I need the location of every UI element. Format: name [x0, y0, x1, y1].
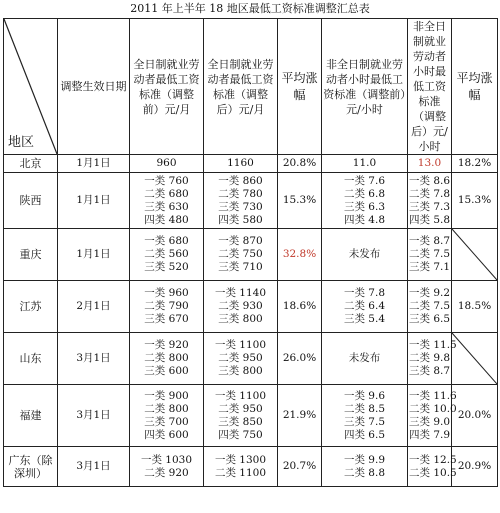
region-cell-line: 福建 — [19, 409, 42, 422]
monthly-before-cell-line: 一类 900 — [144, 389, 189, 402]
avg-increase-2-cell — [452, 155, 498, 173]
hourly-before-cell-line: 11.0 — [352, 157, 377, 169]
monthly-before-cell-line: 二类 800 — [144, 352, 189, 364]
monthly-before-cell-line: 二类 800 — [144, 402, 189, 415]
region-cell — [4, 281, 58, 333]
hourly-after-cell — [408, 155, 452, 173]
region-cell — [4, 173, 58, 229]
hourly-after-cell-line: 二类 7.5 — [409, 300, 451, 312]
hourly-after-cell-line: 二类 9.8 — [409, 352, 451, 364]
avg-increase-cell — [278, 447, 322, 487]
hourly-before-cell-line: 三类 7.5 — [343, 415, 386, 428]
hourly-after-cell — [408, 229, 452, 281]
monthly-before-cell — [130, 155, 204, 173]
region-header-label: 地区 — [8, 135, 35, 150]
effective-date-header: 调整生效日期 — [58, 19, 130, 155]
avg-increase-2-cell-empty — [452, 229, 498, 281]
region-cell — [4, 447, 58, 487]
date-cell — [58, 229, 130, 281]
hourly-after-cell-line: 二类 7.8 — [409, 187, 451, 200]
date-cell — [58, 281, 130, 333]
monthly-after-cell — [204, 281, 278, 333]
avg-increase-2-cell-line: 20.0% — [457, 409, 492, 421]
monthly-before-cell-line: 三类 670 — [144, 313, 189, 325]
monthly-before-cell-line: 960 — [156, 157, 177, 169]
monthly-before-cell-line: 二类 680 — [144, 187, 189, 200]
date-cell-line: 1月1日 — [76, 248, 111, 260]
region-cell-line: 北京 — [19, 157, 42, 170]
date-cell-line: 1月1日 — [76, 157, 111, 169]
monthly-before-cell-line: 一类 920 — [144, 339, 189, 351]
monthly-after-cell — [204, 447, 278, 487]
avg-increase-cell — [278, 385, 322, 447]
monthly-before-cell-line: 一类 760 — [144, 174, 189, 187]
monthly-after-cell-line: 二类 1100 — [214, 466, 267, 479]
date-cell — [58, 155, 130, 173]
avg-increase-cell-line: 18.6% — [282, 300, 317, 312]
monthly-before-cell-line: 四类 600 — [144, 428, 189, 441]
avg-increase-2-cell — [452, 385, 498, 447]
monthly-after-cell — [204, 173, 278, 229]
hourly-before-cell — [322, 333, 408, 385]
monthly-after-cell-line: 一类 1100 — [214, 389, 267, 402]
date-cell-line: 1月1日 — [76, 194, 111, 206]
avg-increase-2-cell-line: 15.3% — [457, 194, 492, 206]
monthly-after-cell-line: 一类 860 — [218, 174, 263, 187]
hourly-after-cell-line: 三类 8.7 — [409, 365, 451, 377]
monthly-before-cell-line: 三类 630 — [144, 200, 189, 213]
avg-increase-cell — [278, 281, 322, 333]
monthly-after-cell-line: 四类 580 — [218, 213, 263, 226]
hourly-after-cell — [408, 447, 457, 487]
region-cell-line: 山东 — [19, 352, 42, 365]
monthly-after-cell-line: 一类 1300 — [214, 453, 267, 466]
table-row — [4, 155, 498, 173]
hourly-before-cell-line: 一类 7.8 — [343, 287, 386, 299]
avg-increase-cell-line: 20.7% — [282, 460, 317, 472]
hourly-before-cell-line: 一类 9.9 — [343, 453, 386, 466]
region-cell-line: 重庆 — [19, 248, 42, 261]
hourly-before-cell-line: 三类 5.4 — [343, 313, 386, 325]
date-cell — [58, 173, 130, 229]
monthly-before-cell — [130, 447, 204, 487]
monthly-after-cell-line: 二类 780 — [218, 187, 263, 200]
monthly-before-cell — [130, 281, 204, 333]
hourly-before-cell-line: 四类 6.5 — [343, 428, 386, 441]
wage-table — [3, 18, 498, 487]
monthly-before-cell — [130, 173, 204, 229]
avg-increase-2-cell — [452, 447, 498, 487]
monthly-after-cell-line: 二类 930 — [218, 300, 263, 312]
avg-increase-cell-line: 26.0% — [282, 352, 317, 364]
hourly-after-cell-line: 二类 10.0 — [409, 402, 457, 415]
hourly-after-cell-line: 三类 7.1 — [409, 261, 451, 273]
monthly-before-cell-line: 三类 600 — [144, 365, 189, 377]
hourly-after-cell-line: 一类 9.2 — [409, 287, 451, 299]
hourly-before-cell — [322, 385, 408, 447]
hourly-before-cell — [322, 281, 408, 333]
monthly-before-header: 全日制就业劳动者最低工资标准（调整前）元/月 — [130, 19, 204, 155]
avg-increase-2-cell-line: 18.2% — [457, 157, 492, 169]
hourly-before-cell — [322, 447, 408, 487]
monthly-after-cell-line: 二类 750 — [218, 248, 263, 260]
avg-increase-cell-line: 20.8% — [282, 157, 317, 169]
hourly-before-cell — [322, 155, 408, 173]
monthly-after-cell-line: 三类 850 — [218, 415, 263, 428]
monthly-before-cell-line: 一类 1030 — [140, 453, 193, 466]
monthly-after-cell-line: 一类 1100 — [214, 339, 267, 351]
hourly-before-cell-line: 未发布 — [348, 352, 381, 364]
monthly-after-cell-line: 1160 — [227, 157, 254, 169]
monthly-after-cell-line: 一类 870 — [218, 235, 263, 247]
table-row — [4, 385, 498, 447]
hourly-after-cell-line: 一类 11.6 — [409, 389, 457, 402]
monthly-after-cell-line: 二类 950 — [218, 352, 263, 364]
hourly-before-header: 非全日制就业劳动者小时最低工资标准（调整前）元/小时 — [322, 19, 408, 155]
monthly-after-cell — [204, 229, 278, 281]
avg-increase-2-cell-empty — [452, 333, 498, 385]
avg-increase-cell-line: 21.9% — [282, 409, 317, 421]
region-cell — [4, 155, 58, 173]
avg-increase-2-cell-line: 18.5% — [457, 300, 492, 312]
monthly-after-cell-line: 二类 950 — [218, 402, 263, 415]
monthly-after-cell — [204, 385, 278, 447]
region-header — [4, 19, 58, 155]
table-row — [4, 229, 498, 281]
avg-increase-cell-line: 32.8% — [282, 248, 317, 260]
table-row — [4, 173, 498, 229]
date-cell — [58, 385, 130, 447]
date-cell-line: 3月1日 — [76, 352, 111, 364]
avg-increase-cell — [278, 333, 322, 385]
region-cell-line: 陕西 — [19, 194, 42, 207]
avg-increase-2-cell — [452, 281, 498, 333]
region-cell-line: 江苏 — [19, 300, 42, 313]
hourly-before-cell-line: 一类 7.6 — [343, 174, 386, 187]
date-cell — [58, 333, 130, 385]
avg-increase-header: 平均涨幅 — [278, 19, 322, 155]
hourly-after-cell — [408, 173, 452, 229]
monthly-before-cell — [130, 385, 204, 447]
monthly-after-header: 全日制就业劳动者最低工资标准（调整后）元/月 — [204, 19, 278, 155]
monthly-before-cell-line: 三类 520 — [144, 261, 189, 273]
monthly-after-cell — [204, 333, 278, 385]
hourly-before-cell-line: 二类 8.5 — [343, 402, 386, 415]
avg-increase-cell-line: 15.3% — [282, 194, 317, 206]
monthly-before-cell-line: 四类 480 — [144, 213, 189, 226]
date-cell-line: 3月1日 — [76, 460, 111, 472]
monthly-before-cell-line: 一类 960 — [144, 287, 189, 299]
monthly-before-cell-line: 二类 920 — [144, 466, 189, 479]
hourly-before-cell-line: 一类 9.6 — [343, 389, 386, 402]
hourly-after-cell-line: 三类 7.3 — [409, 200, 451, 213]
hourly-after-cell-line: 三类 6.5 — [409, 313, 451, 325]
avg-increase-2-cell — [452, 173, 498, 229]
date-cell-line: 3月1日 — [76, 409, 111, 421]
monthly-after-cell-line: 四类 750 — [218, 428, 263, 441]
hourly-before-cell-line: 二类 6.8 — [343, 187, 386, 200]
hourly-after-cell-line: 四类 5.8 — [409, 213, 451, 226]
monthly-after-cell-line: 三类 710 — [218, 261, 263, 273]
hourly-after-cell-line: 13.0 — [417, 157, 442, 169]
monthly-before-cell — [130, 229, 204, 281]
monthly-after-cell-line: 三类 800 — [218, 313, 263, 325]
region-cell-line: 广东（除深圳） — [8, 453, 53, 480]
hourly-before-cell-line: 二类 6.4 — [343, 300, 386, 312]
hourly-before-cell — [322, 173, 408, 229]
avg-increase-cell — [278, 229, 322, 281]
monthly-before-cell — [130, 333, 204, 385]
hourly-before-cell-line: 二类 8.8 — [343, 466, 386, 479]
monthly-after-cell — [204, 155, 278, 173]
hourly-after-cell — [408, 281, 452, 333]
hourly-after-cell-line: 二类 7.5 — [409, 248, 451, 260]
header-row — [4, 19, 498, 155]
monthly-before-cell-line: 一类 680 — [144, 235, 189, 247]
avg-increase-cell — [278, 155, 322, 173]
table-title: 2011 年上半年 18 地区最低工资标准调整汇总表 — [130, 2, 370, 15]
hourly-after-cell — [408, 333, 457, 385]
date-cell — [58, 447, 130, 487]
region-cell — [4, 229, 58, 281]
region-cell — [4, 385, 58, 447]
monthly-before-cell-line: 二类 790 — [144, 300, 189, 312]
table-row — [4, 447, 498, 487]
hourly-after-cell-line: 一类 12.5 — [409, 453, 457, 466]
table-row — [4, 281, 498, 333]
hourly-after-cell-line: 三类 9.0 — [409, 415, 451, 428]
table-row — [4, 333, 498, 385]
region-cell — [4, 333, 58, 385]
hourly-after-cell — [408, 385, 457, 447]
hourly-after-cell-line: 一类 11.5 — [409, 339, 457, 351]
hourly-after-cell-line: 二类 10.5 — [409, 466, 457, 479]
monthly-after-cell-line: 三类 730 — [218, 200, 263, 213]
avg-increase-cell — [278, 173, 322, 229]
date-cell-line: 2月1日 — [76, 300, 111, 312]
monthly-before-cell-line: 三类 700 — [144, 415, 189, 428]
hourly-after-cell-line: 一类 8.7 — [409, 235, 451, 247]
hourly-after-cell-line: 一类 8.6 — [409, 174, 451, 187]
monthly-before-cell-line: 二类 560 — [144, 248, 189, 260]
avg-increase-2-header: 平均涨幅 — [452, 19, 498, 155]
monthly-after-cell-line: 一类 1140 — [214, 287, 267, 299]
hourly-before-cell-line: 未发布 — [348, 248, 381, 260]
hourly-before-cell-line: 四类 4.8 — [343, 213, 386, 226]
avg-increase-2-cell-line: 20.9% — [457, 460, 492, 472]
hourly-after-header: 非全日制就业劳动者小时最低工资标准（调整后）元/小时 — [408, 19, 452, 155]
hourly-before-cell — [322, 229, 408, 281]
monthly-after-cell-line: 三类 800 — [218, 365, 263, 377]
hourly-before-cell-line: 三类 6.3 — [343, 200, 386, 213]
hourly-after-cell-line: 四类 7.9 — [409, 428, 451, 441]
